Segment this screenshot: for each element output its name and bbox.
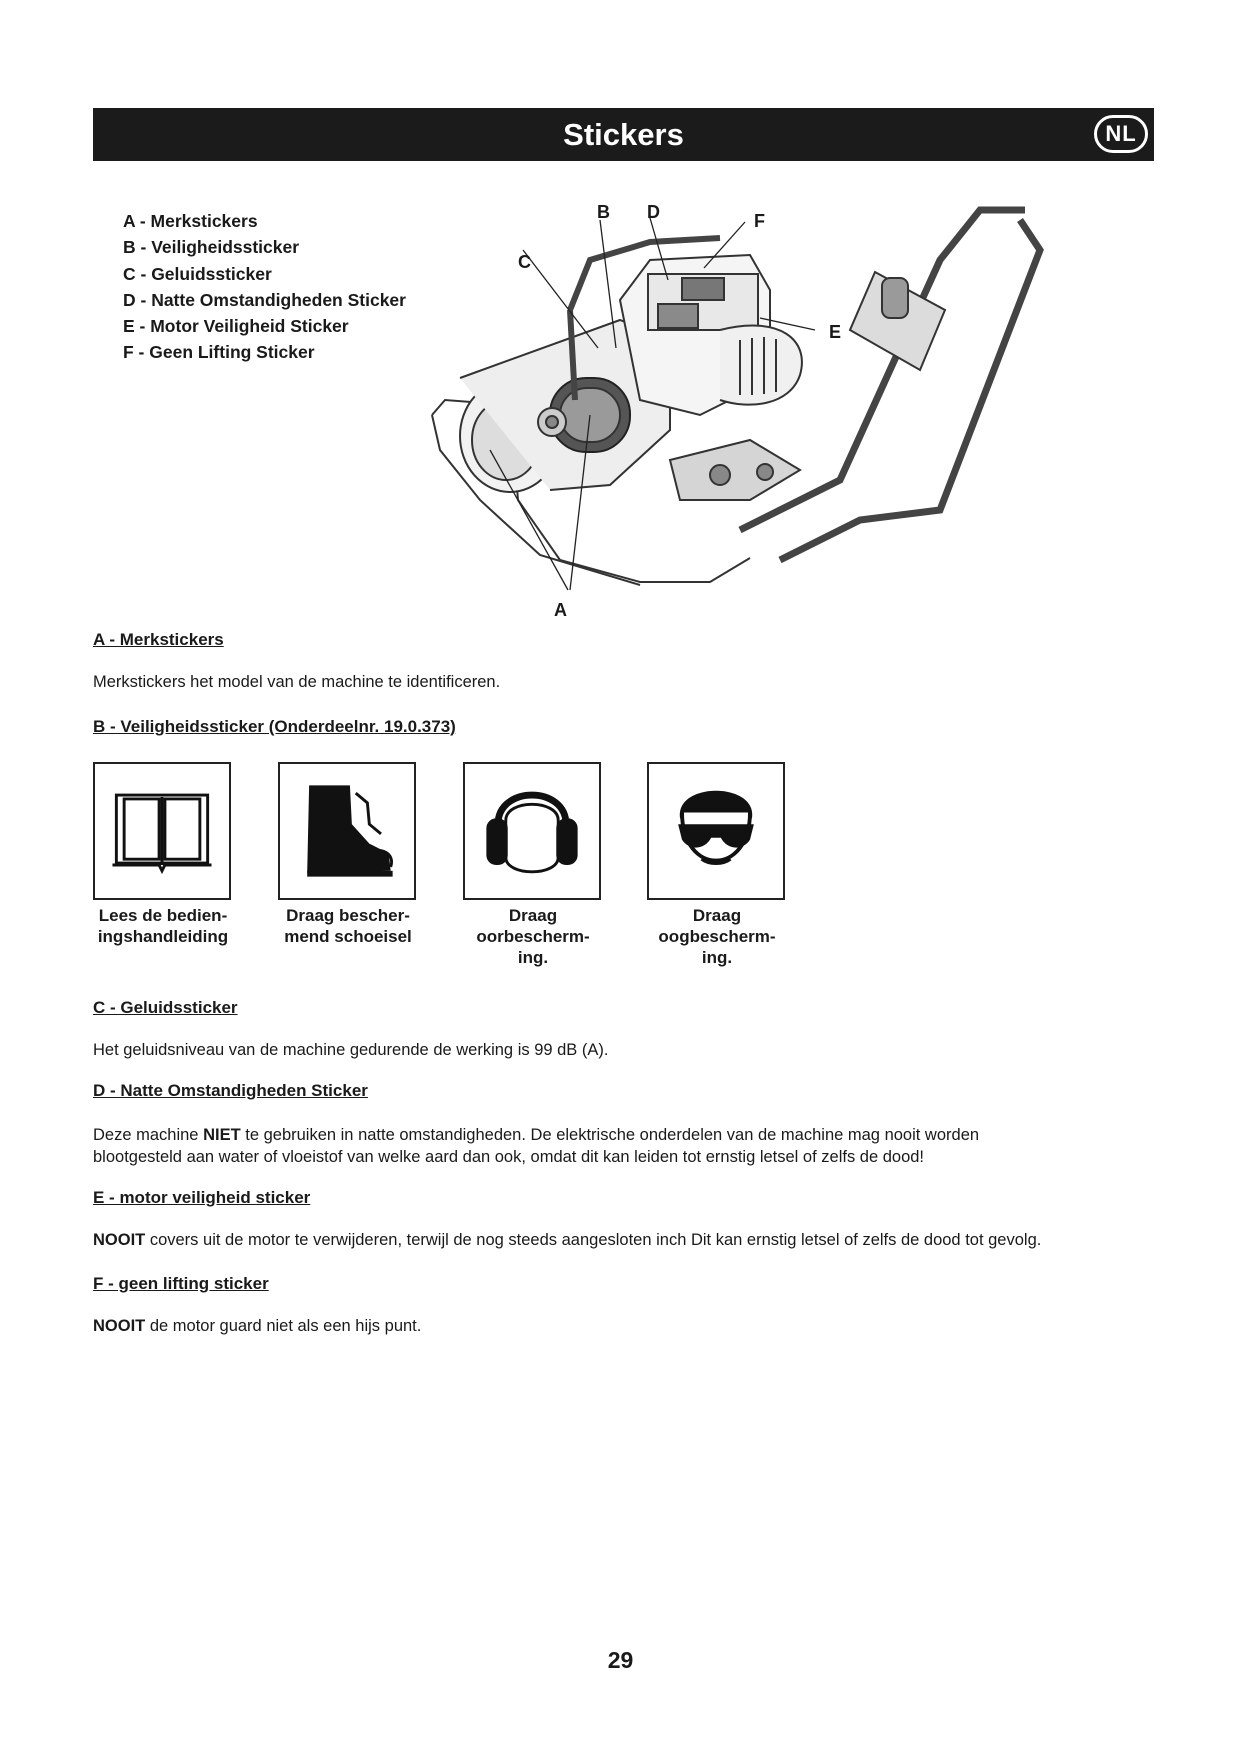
eye-protection-icon xyxy=(647,762,785,900)
sticker-legend xyxy=(123,208,406,366)
boot-icon xyxy=(278,762,416,900)
callout-e: E xyxy=(829,322,842,342)
section-c-title: C - Geluidssticker xyxy=(93,998,238,1017)
section-f-title: F - geen lifting sticker xyxy=(93,1274,269,1293)
section-b-title: B - Veiligheidssticker (Onderdeelnr. 19.0.373) xyxy=(93,717,456,736)
section-f-text: NOOIT de motor guard niet als een hijs punt. xyxy=(93,1317,422,1335)
legend-item: A - Merkstickers xyxy=(123,211,258,231)
section-c-text: Het geluidsniveau van de machine gedurende de werking is 99 dB (A). xyxy=(93,1041,609,1059)
boot-caption: Draag bescher- mend schoeisel xyxy=(284,906,412,946)
callout-d: D xyxy=(647,202,660,222)
section-a-title: A - Merkstickers xyxy=(93,630,224,649)
legend-item: E - Motor Veiligheid Sticker xyxy=(123,316,349,337)
callout-b: B xyxy=(597,202,610,222)
callout-f: F xyxy=(754,211,765,231)
section-e-text: NOOIT covers uit de motor te verwijderen, terwijl de nog steeds aangesloten inch Dit kan ernstig letsel of zelfs de dood tot gevolg. xyxy=(93,1231,1042,1249)
ear-protection-icon xyxy=(463,762,601,900)
page-number: 29 xyxy=(607,1647,634,1673)
section-e-title: E - motor veiligheid sticker xyxy=(93,1188,311,1207)
legend-item: F - Geen Lifting Sticker xyxy=(123,342,315,363)
section-d-title: D - Natte Omstandigheden Sticker xyxy=(93,1081,368,1100)
legend-item: D - Natte Omstandigheden Sticker xyxy=(123,289,406,310)
callout-a: A xyxy=(554,600,567,620)
section-a-text: Merkstickers het model van de machine te identificeren. xyxy=(93,673,501,691)
language-badge: NL xyxy=(1094,115,1148,153)
header-bar xyxy=(93,108,1154,161)
callout-c: C xyxy=(518,252,531,272)
legend-item: C - Geluidssticker xyxy=(123,263,272,284)
manual-caption: Lees de bedien- ingshandleiding xyxy=(97,906,229,946)
section-d-text: Deze machine NIET te gebruiken in natte omstandigheden. De elektrische onderdelen van de machine mag nooit worden blootgesteld aan water of vloeistof van welke aard dan ook, omdat dit kan leiden tot ernstig letsel of zelfs de dood! xyxy=(93,1126,980,1166)
page-title: Stickers xyxy=(563,117,684,152)
eye-caption: Draag oogbescherm- ing. xyxy=(658,906,776,967)
ear-caption: Draag oorbescherm- ing. xyxy=(476,906,590,967)
legend-item: B - Veiligheidssticker xyxy=(123,237,300,258)
manual-icon xyxy=(93,762,231,900)
